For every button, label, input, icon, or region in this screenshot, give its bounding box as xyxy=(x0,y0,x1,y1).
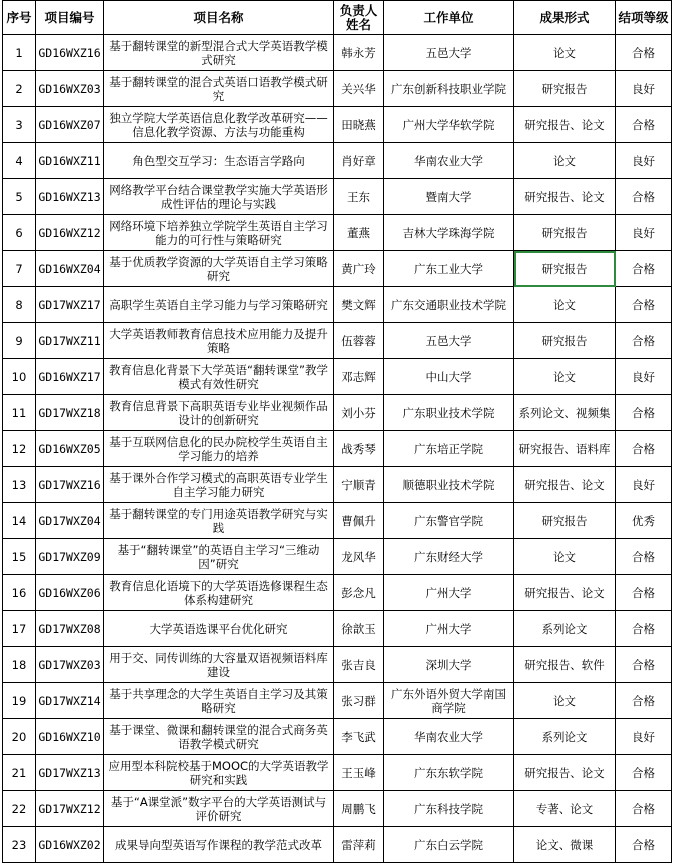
cell-unit[interactable]: 广东职业技术学院 xyxy=(384,395,514,431)
table-row xyxy=(3,431,672,467)
cell-leader[interactable]: 樊文辉 xyxy=(334,287,384,323)
cell-leader[interactable]: 周鹏飞 xyxy=(334,791,384,827)
table-row xyxy=(3,179,672,215)
cell-leader[interactable]: 王玉峰 xyxy=(334,755,384,791)
cell-project-code[interactable]: GD16WXZ05 xyxy=(36,431,104,467)
cell-result-form[interactable]: 研究报告 xyxy=(514,323,616,359)
cell-leader[interactable]: 李飞武 xyxy=(334,719,384,755)
cell-result-form[interactable]: 论文 xyxy=(514,359,616,395)
table-row xyxy=(3,827,672,863)
cell-grade[interactable]: 合格 xyxy=(616,179,672,215)
cell-project-name[interactable]: 大学英语选课平台优化研究 xyxy=(104,611,334,647)
cell-grade[interactable]: 良好 xyxy=(616,467,672,503)
table-row xyxy=(3,71,672,107)
cell-grade[interactable]: 合格 xyxy=(616,431,672,467)
cell-result-form[interactable]: 研究报告、软件 xyxy=(514,647,616,683)
cell-project-name[interactable]: 角色型交互学习：生态语言学路向 xyxy=(104,143,334,179)
cell-grade[interactable]: 良好 xyxy=(616,719,672,755)
cell-project-name[interactable]: 大学英语教师教育信息技术应用能力及提升策略 xyxy=(104,323,334,359)
cell-unit[interactable]: 五邑大学 xyxy=(384,35,514,71)
cell-index[interactable]: 2 xyxy=(3,71,36,107)
cell-unit[interactable]: 广东交通职业技术学院 xyxy=(384,287,514,323)
cell-index[interactable]: 22 xyxy=(3,791,36,827)
cell-leader[interactable]: 邓志辉 xyxy=(334,359,384,395)
cell-grade[interactable]: 合格 xyxy=(616,791,672,827)
cell-unit[interactable]: 广东培正学院 xyxy=(384,431,514,467)
cell-project-code[interactable]: GD17WXZ12 xyxy=(36,791,104,827)
cell-grade[interactable]: 良好 xyxy=(616,359,672,395)
cell-project-code[interactable]: GD16WXZ12 xyxy=(36,215,104,251)
cell-result-form[interactable]: 研究报告、论文 xyxy=(514,467,616,503)
cell-project-name[interactable]: 教育信息背景下高职英语专业毕业视频作品设计的创新研究 xyxy=(104,395,334,431)
cell-unit[interactable]: 吉林大学珠海学院 xyxy=(384,215,514,251)
cell-project-code[interactable]: GD17WXZ09 xyxy=(36,539,104,575)
cell-index[interactable]: 21 xyxy=(3,755,36,791)
cell-index[interactable]: 6 xyxy=(3,215,36,251)
cell-unit[interactable]: 华南农业大学 xyxy=(384,719,514,755)
cell-index[interactable]: 15 xyxy=(3,539,36,575)
cell-result-form[interactable]: 系列论文 xyxy=(514,611,616,647)
cell-project-name[interactable]: 高职学生英语自主学习能力与学习策略研究 xyxy=(104,287,334,323)
cell-index[interactable]: 10 xyxy=(3,359,36,395)
cell-project-code[interactable]: GD16WXZ11 xyxy=(36,143,104,179)
cell-project-code[interactable]: GD16WXZ03 xyxy=(36,71,104,107)
cell-result-form[interactable]: 研究报告 xyxy=(514,71,616,107)
table-row xyxy=(3,683,672,719)
cell-grade[interactable]: 合格 xyxy=(616,395,672,431)
cell-grade[interactable]: 合格 xyxy=(616,647,672,683)
cell-index[interactable]: 7 xyxy=(3,251,36,287)
cell-result-form[interactable]: 论文 xyxy=(514,287,616,323)
cell-result-form[interactable]: 研究报告、论文 xyxy=(514,755,616,791)
header-unit[interactable]: 工作单位 xyxy=(384,1,514,35)
cell-leader[interactable]: 曹佩升 xyxy=(334,503,384,539)
cell-project-name[interactable]: 基于“翻转课堂”的英语自主学习“三维动因”研究 xyxy=(104,539,334,575)
cell-project-name[interactable]: 基于互联网信息化的民办院校学生英语自主学习能力的培养 xyxy=(104,431,334,467)
cell-project-name[interactable]: 基于翻转课堂的混合式英语口语教学模式研究 xyxy=(104,71,334,107)
cell-unit[interactable]: 广东白云学院 xyxy=(384,827,514,863)
cell-project-code[interactable]: GD17WXZ04 xyxy=(36,503,104,539)
cell-result-form[interactable]: 专著、论文 xyxy=(514,791,616,827)
cell-unit[interactable]: 广东创新科技职业学院 xyxy=(384,71,514,107)
cell-unit[interactable]: 五邑大学 xyxy=(384,323,514,359)
cell-index[interactable]: 1 xyxy=(3,35,36,71)
cell-project-name[interactable]: 独立学院大学英语信息化教学改革研究——信息化教学资源、方法与功能重构 xyxy=(104,107,334,143)
cell-leader[interactable]: 董燕 xyxy=(334,215,384,251)
cell-result-form[interactable]: 论文 xyxy=(514,35,616,71)
table-row xyxy=(3,107,672,143)
cell-project-code[interactable]: GD17WXZ17 xyxy=(36,287,104,323)
cell-result-form[interactable]: 研究报告、论文 xyxy=(514,107,616,143)
cell-project-code[interactable]: GD16WXZ07 xyxy=(36,107,104,143)
cell-project-code[interactable]: GD16WXZ04 xyxy=(36,251,104,287)
cell-index[interactable]: 11 xyxy=(3,395,36,431)
cell-leader[interactable]: 关兴华 xyxy=(334,71,384,107)
cell-project-code[interactable]: GD16WXZ16 xyxy=(36,35,104,71)
table-row xyxy=(3,503,672,539)
cell-project-code[interactable]: GD16WXZ13 xyxy=(36,179,104,215)
table-row xyxy=(3,215,672,251)
cell-unit[interactable]: 华南农业大学 xyxy=(384,143,514,179)
cell-project-code[interactable]: GD17WXZ18 xyxy=(36,395,104,431)
cell-result-form[interactable]: 论文 xyxy=(514,683,616,719)
cell-result-form[interactable]: 研究报告 xyxy=(514,251,616,287)
cell-index[interactable]: 9 xyxy=(3,323,36,359)
cell-unit[interactable]: 广东科技学院 xyxy=(384,791,514,827)
cell-leader[interactable]: 彭念凡 xyxy=(334,575,384,611)
cell-index[interactable]: 17 xyxy=(3,611,36,647)
header-index[interactable]: 序号 xyxy=(3,1,36,35)
cell-grade[interactable]: 合格 xyxy=(616,611,672,647)
header-leader[interactable]: 负责人姓名 xyxy=(334,1,384,35)
cell-grade[interactable]: 合格 xyxy=(616,323,672,359)
table-row xyxy=(3,323,672,359)
table-row xyxy=(3,755,672,791)
cell-project-name[interactable]: 教育信息化背景下大学英语“翻转课堂”教学模式有效性研究 xyxy=(104,359,334,395)
table-row xyxy=(3,359,672,395)
cell-index[interactable]: 8 xyxy=(3,287,36,323)
cell-unit[interactable]: 深圳大学 xyxy=(384,647,514,683)
cell-project-name[interactable]: 基于翻转课堂的新型混合式大学英语教学模式研究 xyxy=(104,35,334,71)
cell-grade[interactable]: 合格 xyxy=(616,107,672,143)
cell-project-name[interactable]: 基于优质教学资源的大学英语自主学习策略研究 xyxy=(104,251,334,287)
cell-index[interactable]: 20 xyxy=(3,719,36,755)
cell-result-form[interactable]: 论文、微课 xyxy=(514,827,616,863)
cell-leader[interactable]: 雷萍莉 xyxy=(334,827,384,863)
table-row xyxy=(3,395,672,431)
cell-index[interactable]: 4 xyxy=(3,143,36,179)
cell-index[interactable]: 12 xyxy=(3,431,36,467)
cell-grade[interactable]: 合格 xyxy=(616,575,672,611)
table-row xyxy=(3,611,672,647)
table-body xyxy=(3,35,672,863)
cell-unit[interactable]: 顺德职业技术学院 xyxy=(384,467,514,503)
cell-project-name[interactable]: 基于课外合作学习模式的高职英语专业学生自主学习能力研究 xyxy=(104,467,334,503)
table-row xyxy=(3,647,672,683)
cell-project-code[interactable]: GD17WXZ03 xyxy=(36,647,104,683)
cell-project-name[interactable]: 基于“A课堂派”数字平台的大学英语测试与评价研究 xyxy=(104,791,334,827)
cell-leader[interactable]: 王东 xyxy=(334,179,384,215)
cell-unit[interactable]: 广东东软学院 xyxy=(384,755,514,791)
project-table xyxy=(2,0,672,863)
cell-project-code[interactable]: GD17WXZ16 xyxy=(36,467,104,503)
cell-unit[interactable]: 广州大学华软学院 xyxy=(384,107,514,143)
cell-result-form[interactable]: 研究报告、论文 xyxy=(514,179,616,215)
header-grade[interactable]: 结项等级 xyxy=(616,1,672,35)
header-row xyxy=(3,1,672,35)
cell-grade[interactable]: 良好 xyxy=(616,215,672,251)
cell-leader[interactable]: 战秀琴 xyxy=(334,431,384,467)
table-row xyxy=(3,143,672,179)
cell-index[interactable]: 19 xyxy=(3,683,36,719)
cell-leader[interactable]: 伍蓉蓉 xyxy=(334,323,384,359)
cell-index[interactable]: 18 xyxy=(3,647,36,683)
cell-project-name[interactable]: 基于课堂、微课和翻转课堂的混合式商务英语教学模式研究 xyxy=(104,719,334,755)
cell-result-form[interactable]: 系列论文、视频集 xyxy=(514,395,616,431)
cell-result-form[interactable]: 研究报告、语料库 xyxy=(514,431,616,467)
cell-result-form[interactable]: 论文 xyxy=(514,539,616,575)
cell-project-code[interactable]: GD16WXZ06 xyxy=(36,575,104,611)
cell-unit[interactable]: 广州大学 xyxy=(384,575,514,611)
cell-index[interactable]: 23 xyxy=(3,827,36,863)
cell-grade[interactable]: 合格 xyxy=(616,683,672,719)
table-row xyxy=(3,35,672,71)
cell-leader[interactable]: 张习群 xyxy=(334,683,384,719)
cell-unit[interactable]: 广东外语外贸大学南国商学院 xyxy=(384,683,514,719)
cell-project-code[interactable]: GD16WXZ17 xyxy=(36,359,104,395)
cell-project-name[interactable]: 基于翻转课堂的专门用途英语教学研究与实践 xyxy=(104,503,334,539)
cell-project-name[interactable]: 网络环境下培养独立学院学生英语自主学习能力的可行性与策略研究 xyxy=(104,215,334,251)
cell-project-code[interactable]: GD17WXZ14 xyxy=(36,683,104,719)
cell-grade[interactable]: 优秀 xyxy=(616,503,672,539)
table-row xyxy=(3,251,672,287)
cell-project-name[interactable]: 应用型本科院校基于MOOC的大学英语教学研究和实践 xyxy=(104,755,334,791)
cell-index[interactable]: 3 xyxy=(3,107,36,143)
cell-grade[interactable]: 合格 xyxy=(616,287,672,323)
cell-project-name[interactable]: 教育信息化语境下的大学英语选修课程生态体系构建研究 xyxy=(104,575,334,611)
cell-grade[interactable]: 良好 xyxy=(616,143,672,179)
header-project-code[interactable]: 项目编号 xyxy=(36,1,104,35)
cell-leader[interactable]: 宁顺青 xyxy=(334,467,384,503)
cell-leader[interactable]: 徐歆玉 xyxy=(334,611,384,647)
cell-leader[interactable]: 刘小芬 xyxy=(334,395,384,431)
cell-project-name[interactable]: 成果导向型英语写作课程的教学范式改革 xyxy=(104,827,334,863)
header-project-name[interactable]: 项目名称 xyxy=(104,1,334,35)
cell-index[interactable]: 5 xyxy=(3,179,36,215)
table-row xyxy=(3,539,672,575)
cell-unit[interactable]: 暨南大学 xyxy=(384,179,514,215)
cell-leader[interactable]: 龙风华 xyxy=(334,539,384,575)
table-row xyxy=(3,719,672,755)
cell-project-code[interactable]: GD17WXZ11 xyxy=(36,323,104,359)
cell-result-form[interactable]: 研究报告 xyxy=(514,503,616,539)
cell-project-code[interactable]: GD17WXZ13 xyxy=(36,755,104,791)
cell-project-code[interactable]: GD16WXZ10 xyxy=(36,719,104,755)
cell-leader[interactable]: 张吉良 xyxy=(334,647,384,683)
cell-unit[interactable]: 广东工业大学 xyxy=(384,251,514,287)
table-row xyxy=(3,287,672,323)
cell-unit[interactable]: 中山大学 xyxy=(384,359,514,395)
cell-grade[interactable]: 良好 xyxy=(616,71,672,107)
cell-unit[interactable]: 广东警官学院 xyxy=(384,503,514,539)
cell-project-code[interactable]: GD17WXZ08 xyxy=(36,611,104,647)
cell-project-name[interactable]: 网络教学平台结合课堂教学实施大学英语形成性评估的理论与实践 xyxy=(104,179,334,215)
cell-leader[interactable]: 韩永芳 xyxy=(334,35,384,71)
cell-grade[interactable]: 合格 xyxy=(616,35,672,71)
cell-unit[interactable]: 广州大学 xyxy=(384,611,514,647)
table-row xyxy=(3,791,672,827)
cell-project-code[interactable]: GD16WXZ02 xyxy=(36,827,104,863)
cell-grade[interactable]: 合格 xyxy=(616,755,672,791)
cell-index[interactable]: 13 xyxy=(3,467,36,503)
cell-index[interactable]: 16 xyxy=(3,575,36,611)
cell-result-form[interactable]: 系列论文 xyxy=(514,719,616,755)
cell-result-form[interactable]: 论文 xyxy=(514,143,616,179)
cell-result-form[interactable]: 研究报告、论文 xyxy=(514,575,616,611)
cell-index[interactable]: 14 xyxy=(3,503,36,539)
table-row xyxy=(3,467,672,503)
cell-project-name[interactable]: 用于交、同传训练的大容量双语视频语料库建设 xyxy=(104,647,334,683)
cell-grade[interactable]: 合格 xyxy=(616,251,672,287)
header-result-form[interactable]: 成果形式 xyxy=(514,1,616,35)
cell-result-form[interactable]: 研究报告 xyxy=(514,215,616,251)
table-row xyxy=(3,575,672,611)
cell-leader[interactable]: 黄广玲 xyxy=(334,251,384,287)
cell-grade[interactable]: 合格 xyxy=(616,827,672,863)
cell-grade[interactable]: 合格 xyxy=(616,539,672,575)
cell-project-name[interactable]: 基于共享理念的大学生英语自主学习及其策略研究 xyxy=(104,683,334,719)
cell-leader[interactable]: 肖好章 xyxy=(334,143,384,179)
cell-leader[interactable]: 田晓燕 xyxy=(334,107,384,143)
cell-unit[interactable]: 广东财经大学 xyxy=(384,539,514,575)
